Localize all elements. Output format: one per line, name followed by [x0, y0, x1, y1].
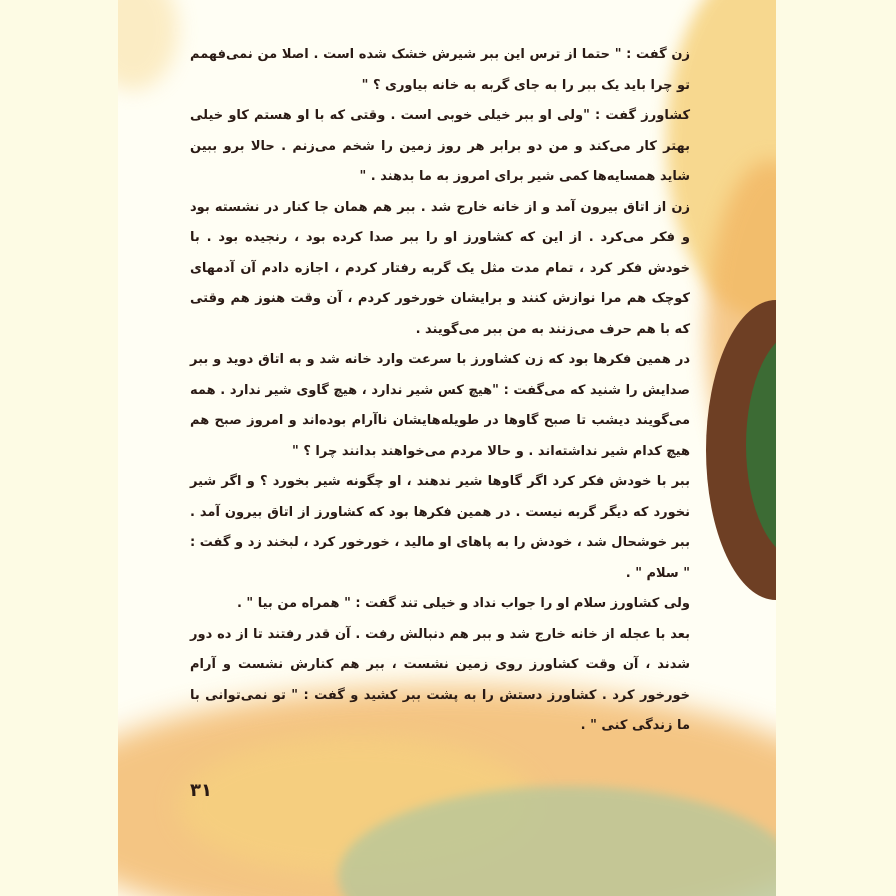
paragraph: ببر با خودش فکر کرد اگر گاوها شیر ندهند ، او چگونه شیر بخورد ؟ و اگر شیر نخورد که دیگر گربه نیست . در همین فکرها بود که کشاورز از اتاق بیرون آمد . ببر خوشحال شد ، خودش را به پاهای او مالید ، خورخور کرد ، لبخند زد و گفت : " سلام " .: [190, 474, 690, 581]
book-page: [118, 0, 776, 896]
paragraph: کشاورز گفت : "ولی او ببر خیلی خوبی است . وقتی که با او هستم کاو خیلی بهتر کار می‌کند و من دو برابر هر روز زمین را شخم می‌زنم . حالا برو ببین شاید همسایه‌ها کمی شیر برای امروز به ما بدهند . ": [190, 108, 690, 184]
paragraph: ولی کشاورز سلام او را جواب نداد و خیلی تند گفت : " همراه من بیا " .: [236, 596, 690, 611]
paragraph: بعد با عجله از خانه خارج شد و ببر هم دنبالش رفت . آن قدر رفتند تا از ده دور شدند ، آن وقت کشاورز روی زمین نشست ، ببر هم کنارش نشست و آرام خورخور کرد . کشاورز دستش را به پشت ببر کشید و گفت : " تو نمی‌توانی با ما زندگی کنی " .: [190, 626, 690, 733]
paragraph: زن گفت : " حتما از ترس این ببر شیرش خشک شده است . اصلا من نمی‌فهمم تو چرا باید یک ببر را به جای گربه به خانه بیاوری ؟ ": [190, 47, 690, 93]
watercolor-wash-top-left: [118, 0, 178, 90]
page-number: ۳۱: [190, 780, 212, 801]
story-text: [190, 40, 690, 742]
paragraph: در همین فکرها بود که زن کشاورز با سرعت وارد خانه شد و به اتاق دوید و ببر صدایش را شنید که می‌گفت : "هیچ کس شیر ندارد ، هیچ گاوی شیر ندارد . همه می‌گویند دیشب تا صبح گاوها در طویله‌هایشان ناآرام بوده‌اند و امروز صبح هم هیچ کدام شیر نداشته‌اند . و حالا مردم می‌خواهند بدانند چرا ؟ ": [190, 352, 690, 459]
paragraph: زن از اتاق بیرون آمد و از خانه خارج شد . ببر هم همان جا کنار در نشسته بود و فکر می‌کرد . از این که کشاورز او را ببر صدا کرده بود ، رنجیده بود . با خودش فکر کرد ، تمام مدت مثل یک گربه رفتار کردم ، اجازه دادم آن آدمهای کوچک هم مرا نوازش کنند و برایشان خورخور کردم ، آن وقت هنوز هم وقتی که با هم حرف می‌زنند به من ببر می‌گویند .: [190, 199, 690, 337]
page-margin-right: [776, 0, 896, 896]
page-margin-left: [0, 0, 118, 896]
